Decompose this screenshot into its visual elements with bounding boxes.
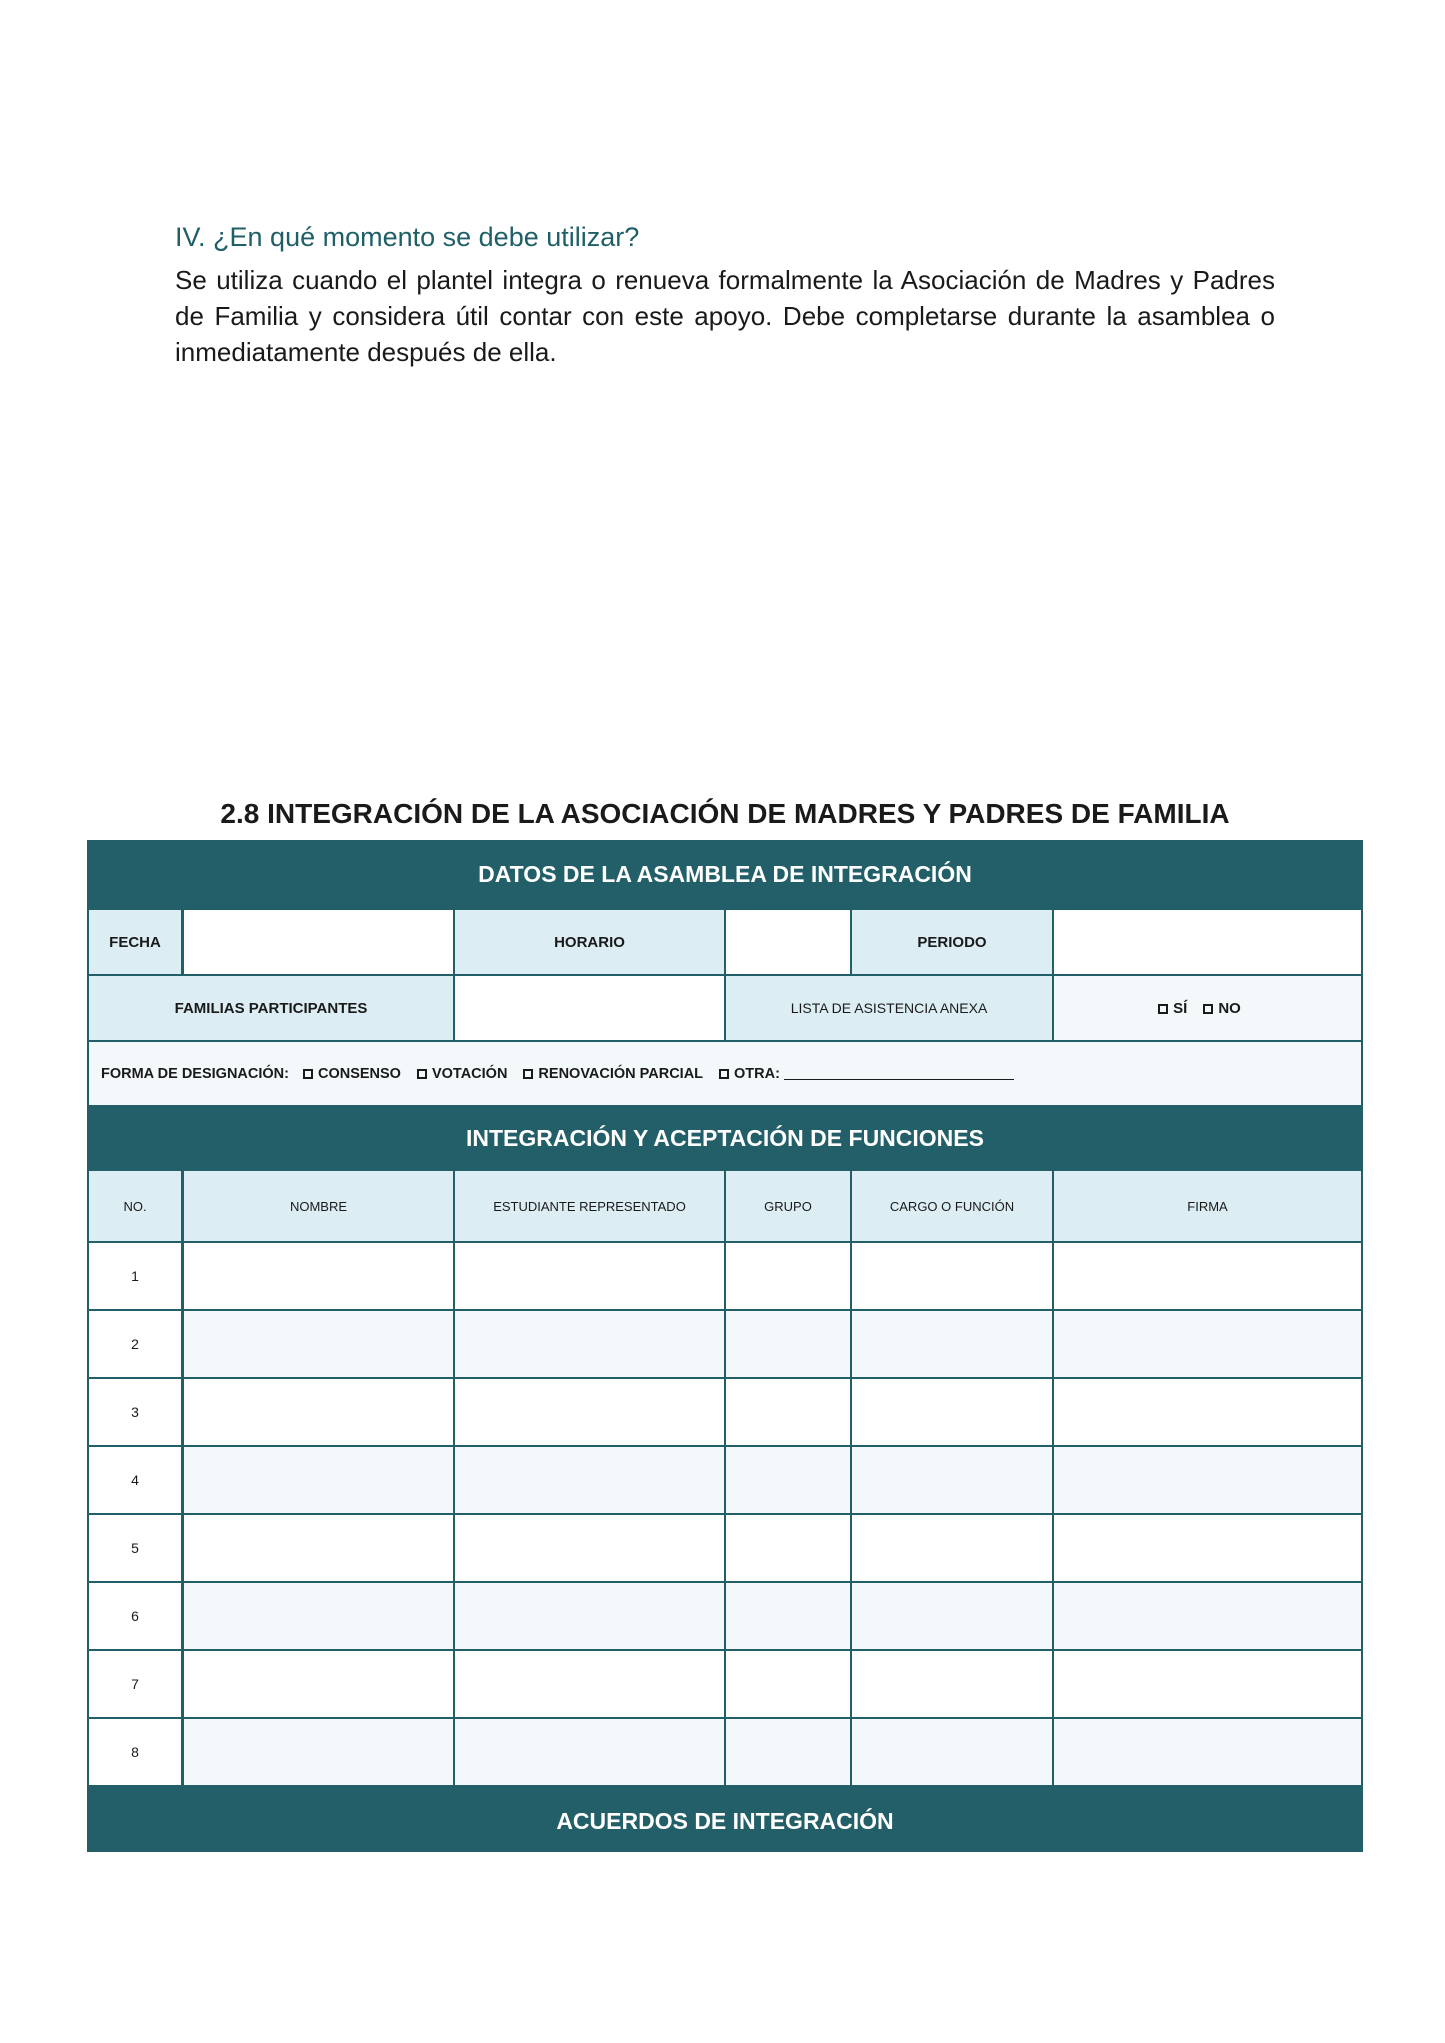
firma-field[interactable]	[1054, 1583, 1361, 1649]
estudiante-representado-field[interactable]	[455, 1311, 724, 1377]
firma-field[interactable]	[1054, 1311, 1361, 1377]
grupo-field[interactable]	[726, 1583, 850, 1649]
si-label: SÍ	[1173, 999, 1188, 1017]
firma-field[interactable]	[1054, 1651, 1361, 1717]
renovacion-parcial-option[interactable]	[523, 1066, 703, 1082]
fecha-field[interactable]	[184, 910, 453, 974]
cargo-o-funcion-field[interactable]	[852, 1447, 1052, 1513]
otra-label: OTRA:	[734, 1066, 780, 1082]
agreements-header: ACUERDOS DE INTEGRACIÓN	[87, 1791, 1363, 1852]
consenso-label: CONSENSO	[317, 1065, 401, 1082]
nombre-field[interactable]	[184, 1515, 453, 1581]
form-title: 2.8 INTEGRACIÓN DE LA ASOCIACIÓN DE MADRES Y PADRES DE FAMILIA	[220, 798, 1230, 829]
row-number: 5	[89, 1515, 181, 1581]
votacion-label: VOTACIÓN	[431, 1065, 508, 1082]
integration-form	[87, 840, 1363, 1852]
nombre-field[interactable]	[184, 1379, 453, 1445]
renovacion-parcial-label: RENOVACIÓN PARCIAL	[538, 1065, 704, 1082]
firma-field[interactable]	[1054, 1243, 1361, 1309]
estudiante-representado-field[interactable]	[455, 1651, 724, 1717]
checkbox-icon	[719, 1069, 729, 1079]
column-header-firma: FIRMA	[1054, 1171, 1361, 1241]
nombre-field[interactable]	[184, 1311, 453, 1377]
si-option[interactable]	[1158, 1000, 1187, 1017]
checkbox-icon	[1203, 1004, 1213, 1014]
estudiante-representado-field[interactable]	[455, 1583, 724, 1649]
assembly-header: DATOS DE LA ASAMBLEA DE INTEGRACIÓN	[87, 840, 1363, 908]
estudiante-representado-field[interactable]	[455, 1719, 724, 1785]
cargo-o-funcion-field[interactable]	[852, 1243, 1052, 1309]
horario-field[interactable]	[726, 910, 850, 974]
row-number: 1	[89, 1243, 181, 1309]
members-header: INTEGRACIÓN Y ACEPTACIÓN DE FUNCIONES	[87, 1107, 1363, 1169]
cargo-o-funcion-field[interactable]	[852, 1379, 1052, 1445]
row-number: 6	[89, 1583, 181, 1649]
grupo-field[interactable]	[726, 1651, 850, 1717]
checkbox-icon	[523, 1069, 533, 1079]
cargo-o-funcion-field[interactable]	[852, 1583, 1052, 1649]
nombre-field[interactable]	[184, 1651, 453, 1717]
nombre-field[interactable]	[184, 1243, 453, 1309]
checkbox-icon	[417, 1069, 427, 1079]
designacion-label: FORMA DE DESIGNACIÓN:	[101, 1065, 289, 1082]
cargo-o-funcion-field[interactable]	[852, 1719, 1052, 1785]
nombre-field[interactable]	[184, 1583, 453, 1649]
consenso-option[interactable]	[303, 1066, 401, 1082]
no-option[interactable]	[1203, 1000, 1241, 1017]
cargo-o-funcion-field[interactable]	[852, 1651, 1052, 1717]
estudiante-representado-field[interactable]	[455, 1447, 724, 1513]
column-header-grupo: GRUPO	[726, 1171, 850, 1241]
firma-field[interactable]	[1054, 1379, 1361, 1445]
column-header-nombre: NOMBRE	[184, 1171, 453, 1241]
column-header-no: NO.	[89, 1171, 181, 1241]
horario-label: HORARIO	[455, 910, 724, 974]
estudiante-representado-field[interactable]	[455, 1515, 724, 1581]
row-number: 4	[89, 1447, 181, 1513]
lista-options	[1054, 976, 1361, 1040]
grupo-field[interactable]	[726, 1515, 850, 1581]
grupo-field[interactable]	[726, 1311, 850, 1377]
periodo-label: PERIODO	[852, 910, 1052, 974]
grupo-field[interactable]	[726, 1719, 850, 1785]
firma-field[interactable]	[1054, 1719, 1361, 1785]
row-number: 2	[89, 1311, 181, 1377]
row-number: 7	[89, 1651, 181, 1717]
designacion-row	[89, 1042, 1361, 1105]
lista-label: LISTA DE ASISTENCIA ANEXA	[726, 976, 1052, 1040]
familias-label: FAMILIAS PARTICIPANTES	[89, 976, 453, 1040]
periodo-field[interactable]	[1054, 910, 1361, 974]
checkbox-icon	[1158, 1004, 1168, 1014]
estudiante-representado-field[interactable]	[455, 1379, 724, 1445]
nombre-field[interactable]	[184, 1447, 453, 1513]
firma-field[interactable]	[1054, 1447, 1361, 1513]
votacion-option[interactable]	[417, 1066, 507, 1082]
checkbox-icon	[303, 1069, 313, 1079]
estudiante-representado-field[interactable]	[455, 1243, 724, 1309]
otra-option[interactable]	[719, 1065, 1014, 1082]
firma-field[interactable]	[1054, 1515, 1361, 1581]
column-header-cargo-o-funcion: CARGO O FUNCIÓN	[852, 1171, 1052, 1241]
cargo-o-funcion-field[interactable]	[852, 1311, 1052, 1377]
no-label: NO	[1218, 999, 1241, 1017]
row-number: 3	[89, 1379, 181, 1445]
section-heading: IV. ¿En qué momento se debe utilizar?	[175, 222, 640, 252]
fecha-label: FECHA	[89, 910, 181, 974]
cargo-o-funcion-field[interactable]	[852, 1515, 1052, 1581]
section-body: Se utiliza cuando el plantel integra o renueva formalmente la Asociación de Madres y Padres de Familia y considera útil contar con este apoyo. Debe completarse durante la asamblea o inmediatamente después de ella.	[175, 265, 1275, 367]
grupo-field[interactable]	[726, 1379, 850, 1445]
grupo-field[interactable]	[726, 1243, 850, 1309]
column-header-estudiante-representado: ESTUDIANTE REPRESENTADO	[455, 1171, 724, 1241]
grupo-field[interactable]	[726, 1447, 850, 1513]
otra-blank-line[interactable]	[784, 1065, 1014, 1080]
familias-field[interactable]	[455, 976, 724, 1040]
nombre-field[interactable]	[184, 1719, 453, 1785]
row-number: 8	[89, 1719, 181, 1785]
